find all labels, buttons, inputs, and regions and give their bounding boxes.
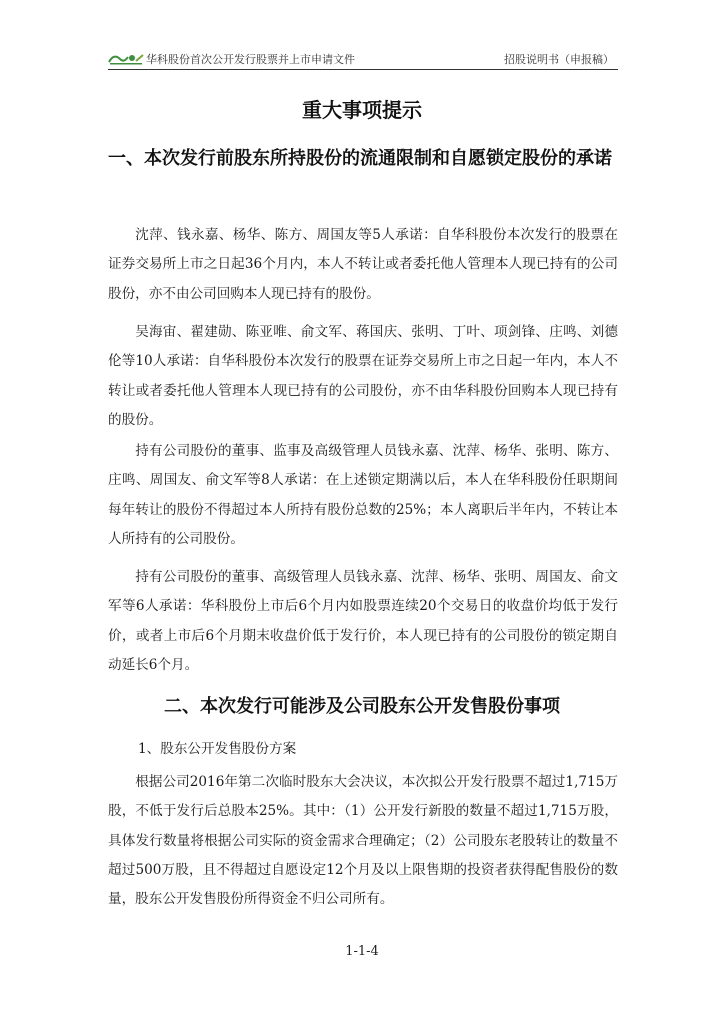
header-document-name: 华科股份首次公开发行股票并上市申请文件 (146, 53, 355, 66)
page-title: 重大事项提示 (302, 98, 422, 122)
section-2-subheading: 1、股东公开发售股份方案 (138, 741, 297, 757)
paragraph-share-offering-plan: 根据公司2016年第二次临时股东大会决议，本次拟公开发行股票不超过1,715万股，不低于发行后总股本25%。其中：（1）公开发行新股的数量不超过1,715万股，具体发行数量将根据公司实际的资金需求合理确定；（2）公司股东老股转让的数量不超过500万股，且不得超过自愿设定12个月及以上限售期的投资者获得配售股份的数量，股东公开发售股份所得资金不归公司所有。 (108, 774, 618, 908)
company-logo-icon (108, 51, 144, 65)
header-document-type: 招股说明书（申报稿） (504, 53, 614, 66)
section-2-heading: 二、本次发行可能涉及公司股东公开发售股份事项 (164, 696, 560, 717)
paragraph-lockup-36-months: 沈萍、钱永嘉、杨华、陈方、周国友等5人承诺：自华科股份本次发行的股票在证券交易所上市之日起36个月内，本人不转让或者委托他人管理本人现已持有的公司股份，亦不由公司回购本人现已持有的股份。 (108, 227, 618, 302)
paragraph-directors-transfer-limit: 持有公司股份的董事、监事及高级管理人员钱永嘉、沈萍、杨华、张明、陈方、庄鸣、周国友、俞文军等8人承诺：在上述锁定期满以后，本人在华科股份任职期间每年转让的股份不得超过本人所持有股份总数的25%；本人离职后半年内，不转让本人所持有的公司股份。 (108, 443, 618, 547)
page-header (108, 49, 618, 70)
paragraph-lockup-one-year: 吴海宙、翟建勋、陈亚唯、俞文军、蒋国庆、张明、丁叶、项剑锋、庄鸣、刘德伦等10人承诺：自华科股份本次发行的股票在证券交易所上市之日起一年内，本人不转让或者委托他人管理本人现已持有的公司股份，亦不由华科股份回购本人现已持有的股份。 (108, 324, 618, 428)
section-1-heading: 一、本次发行前股东所持股份的流通限制和自愿锁定股份的承诺 (108, 148, 612, 169)
paragraph-lockup-extension: 持有公司股份的董事、高级管理人员钱永嘉、沈萍、杨华、张明、周国友、俞文军等6人承诺：华科股份上市后6个月内如股票连续20个交易日的收盘价均低于发行价，或者上市后6个月期末收盘价低于发行价，本人现已持有的公司股份的锁定期自动延长6个月。 (108, 569, 618, 673)
page-number: 1-1-4 (345, 944, 379, 959)
